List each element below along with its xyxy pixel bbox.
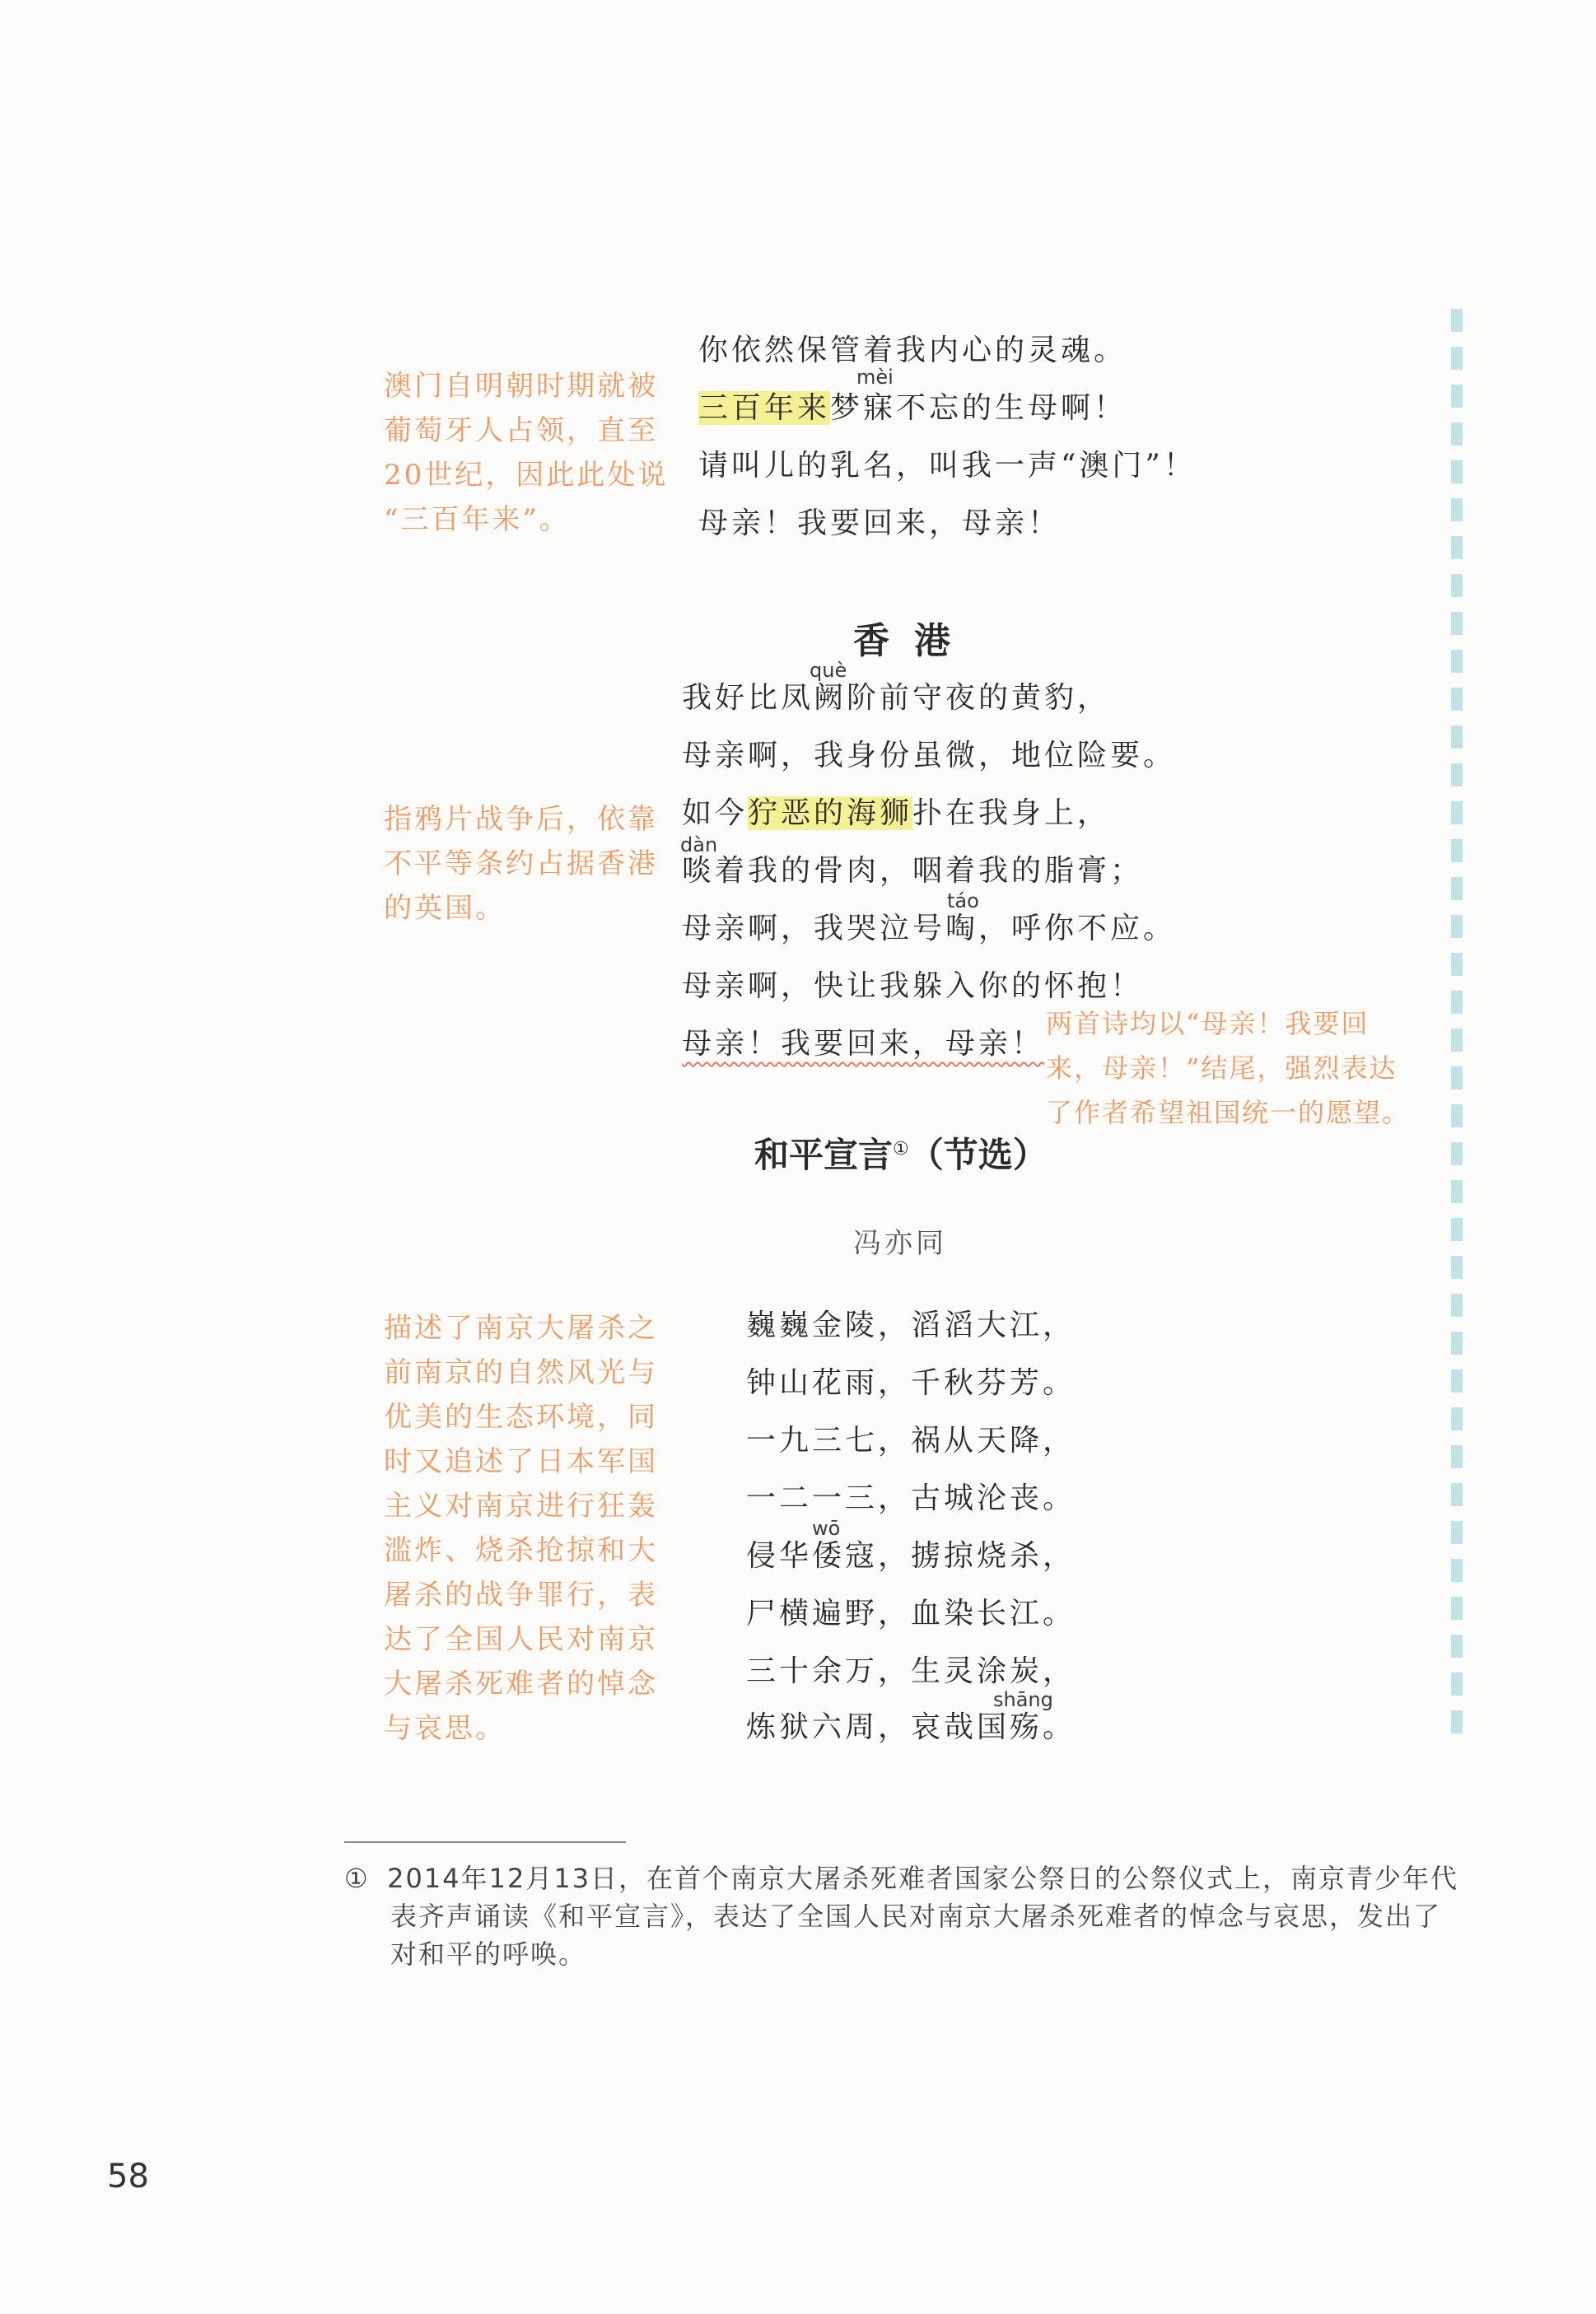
footnote-marker: ① — [344, 1863, 370, 1894]
poem-title-peace — [754, 1128, 1048, 1178]
annotation-line: 澳门自明朝时期就被 — [384, 370, 658, 403]
poem-title-subtitle: （节选） — [908, 1135, 1048, 1175]
footnote-line: 对和平的呼唤。 — [390, 1938, 587, 1970]
poem-line: 一二一三，古城沦丧。 — [746, 1481, 1076, 1515]
pinyin-annotation: mèi — [856, 366, 894, 389]
footnote-text: 2014年12月13日，在首个南京大屠杀死难者国家公祭日的公祭仪式上，南京青少年代 — [387, 1863, 1459, 1894]
poem-line-start: 如今 — [682, 796, 749, 830]
page-number: 58 — [107, 2158, 149, 2195]
annotation-line: 描述了南京大屠杀之 — [384, 1312, 658, 1345]
annotation-line: 与哀思。 — [384, 1712, 506, 1745]
poem-line: 尸横遍野，血染长江。 — [746, 1597, 1076, 1631]
author-name: 冯亦同 — [853, 1227, 947, 1260]
poem-title-hongkong: 香港 — [853, 620, 975, 662]
annotation-line: 不平等条约占据香港 — [384, 847, 658, 880]
pinyin-annotation: dàn — [680, 833, 718, 856]
annotation-line: 的英国。 — [384, 892, 506, 925]
pinyin-annotation: shāng — [993, 1688, 1053, 1711]
annotation-line: 20世纪，因此此处说 — [384, 459, 669, 492]
poem-line: 三十余万，生灵涂炭， — [746, 1654, 1076, 1688]
poem-line: 母亲！我要回来，母亲！ — [698, 506, 1062, 540]
footnote-line: 表齐声诵读《和平宣言》，表达了全国人民对南京大屠杀死难者的悼念与哀思，发出了 — [390, 1901, 1442, 1932]
poem-line — [698, 390, 1127, 427]
wavy-underlined-line: 母亲！我要回来，母亲！ — [682, 1027, 1045, 1061]
annotation-line: “三百年来”。 — [384, 503, 570, 536]
footnote-line — [344, 1859, 1464, 1897]
annotation-line: 屠杀的战争罪行，表 — [384, 1579, 658, 1612]
poem-title-text: 和平宣言 — [754, 1135, 894, 1175]
annotation-hongkong-british — [384, 797, 658, 931]
footnote-marker: ① — [893, 1139, 909, 1159]
poem-line-rest: 扑在我身上， — [912, 796, 1111, 830]
annotation-line: 了作者希望祖国统一的愿望。 — [1046, 1097, 1411, 1128]
annotation-line: 两首诗均以“母亲！我要回 — [1046, 1008, 1370, 1039]
annotation-line: 时又追述了日本军国 — [384, 1445, 658, 1478]
poem-line: 母亲啊，我哭泣号啕，呼你不应。 — [682, 912, 1177, 945]
poem-line: 你依然保管着我内心的灵魂。 — [698, 334, 1127, 367]
poem-line: 巍巍金陵，滔滔大江， — [746, 1309, 1076, 1342]
poem-line: 母亲啊，我身份虽微，地位险要。 — [682, 739, 1177, 772]
annotation-line: 优美的生态环境，同 — [384, 1401, 658, 1434]
poem-line — [682, 795, 1110, 832]
poem-line: 炼狱六周，哀哉国殇。 — [746, 1710, 1076, 1744]
annotation-line: 主义对南京进行狂轰 — [384, 1490, 658, 1523]
pinyin-annotation: wō — [812, 1517, 841, 1540]
poem-line: 母亲啊，快让我躲入你的怀抱！ — [682, 969, 1144, 1003]
poem-line — [682, 1026, 1044, 1062]
poem-line: 请叫儿的乳名，叫我一声“澳门”！ — [698, 449, 1197, 483]
annotation-ending-comparison — [1046, 1001, 1410, 1135]
poem-line: 啖着我的骨肉，咽着我的脂膏； — [682, 854, 1144, 888]
annotation-line: 葡萄牙人占领，直至 — [384, 414, 658, 447]
poem-line: 一九三七，祸从天降， — [746, 1424, 1076, 1458]
annotation-line: 大屠杀死难者的悼念 — [384, 1668, 658, 1701]
footnote — [344, 1859, 1464, 1973]
decorative-side-stripe — [1451, 309, 1463, 1733]
pinyin-annotation: què — [810, 659, 847, 682]
annotation-line: 来，母亲！”结尾，强烈表达 — [1046, 1052, 1398, 1084]
poem-line: 我好比凤阙阶前守夜的黄豹， — [682, 681, 1111, 715]
pinyin-annotation: táo — [947, 889, 979, 912]
poem-line: 钟山花雨，千秋芬芳。 — [746, 1366, 1076, 1400]
highlighted-phrase: 三百年来 — [698, 391, 831, 425]
footnote-divider — [344, 1841, 626, 1843]
annotation-nanjing — [384, 1306, 658, 1751]
annotation-macau — [384, 364, 668, 542]
annotation-line: 指鸦片战争后，依靠 — [384, 803, 658, 836]
highlighted-phrase: 狞恶的海狮 — [748, 796, 913, 830]
poem-line-rest: 梦寐不忘的生母啊！ — [830, 391, 1127, 425]
annotation-line: 滥炸、烧杀抢掠和大 — [384, 1534, 658, 1567]
annotation-line: 前南京的自然风光与 — [384, 1356, 658, 1389]
poem-line: 侵华倭寇，掳掠烧杀， — [746, 1539, 1076, 1573]
annotation-line: 达了全国人民对南京 — [384, 1623, 658, 1656]
